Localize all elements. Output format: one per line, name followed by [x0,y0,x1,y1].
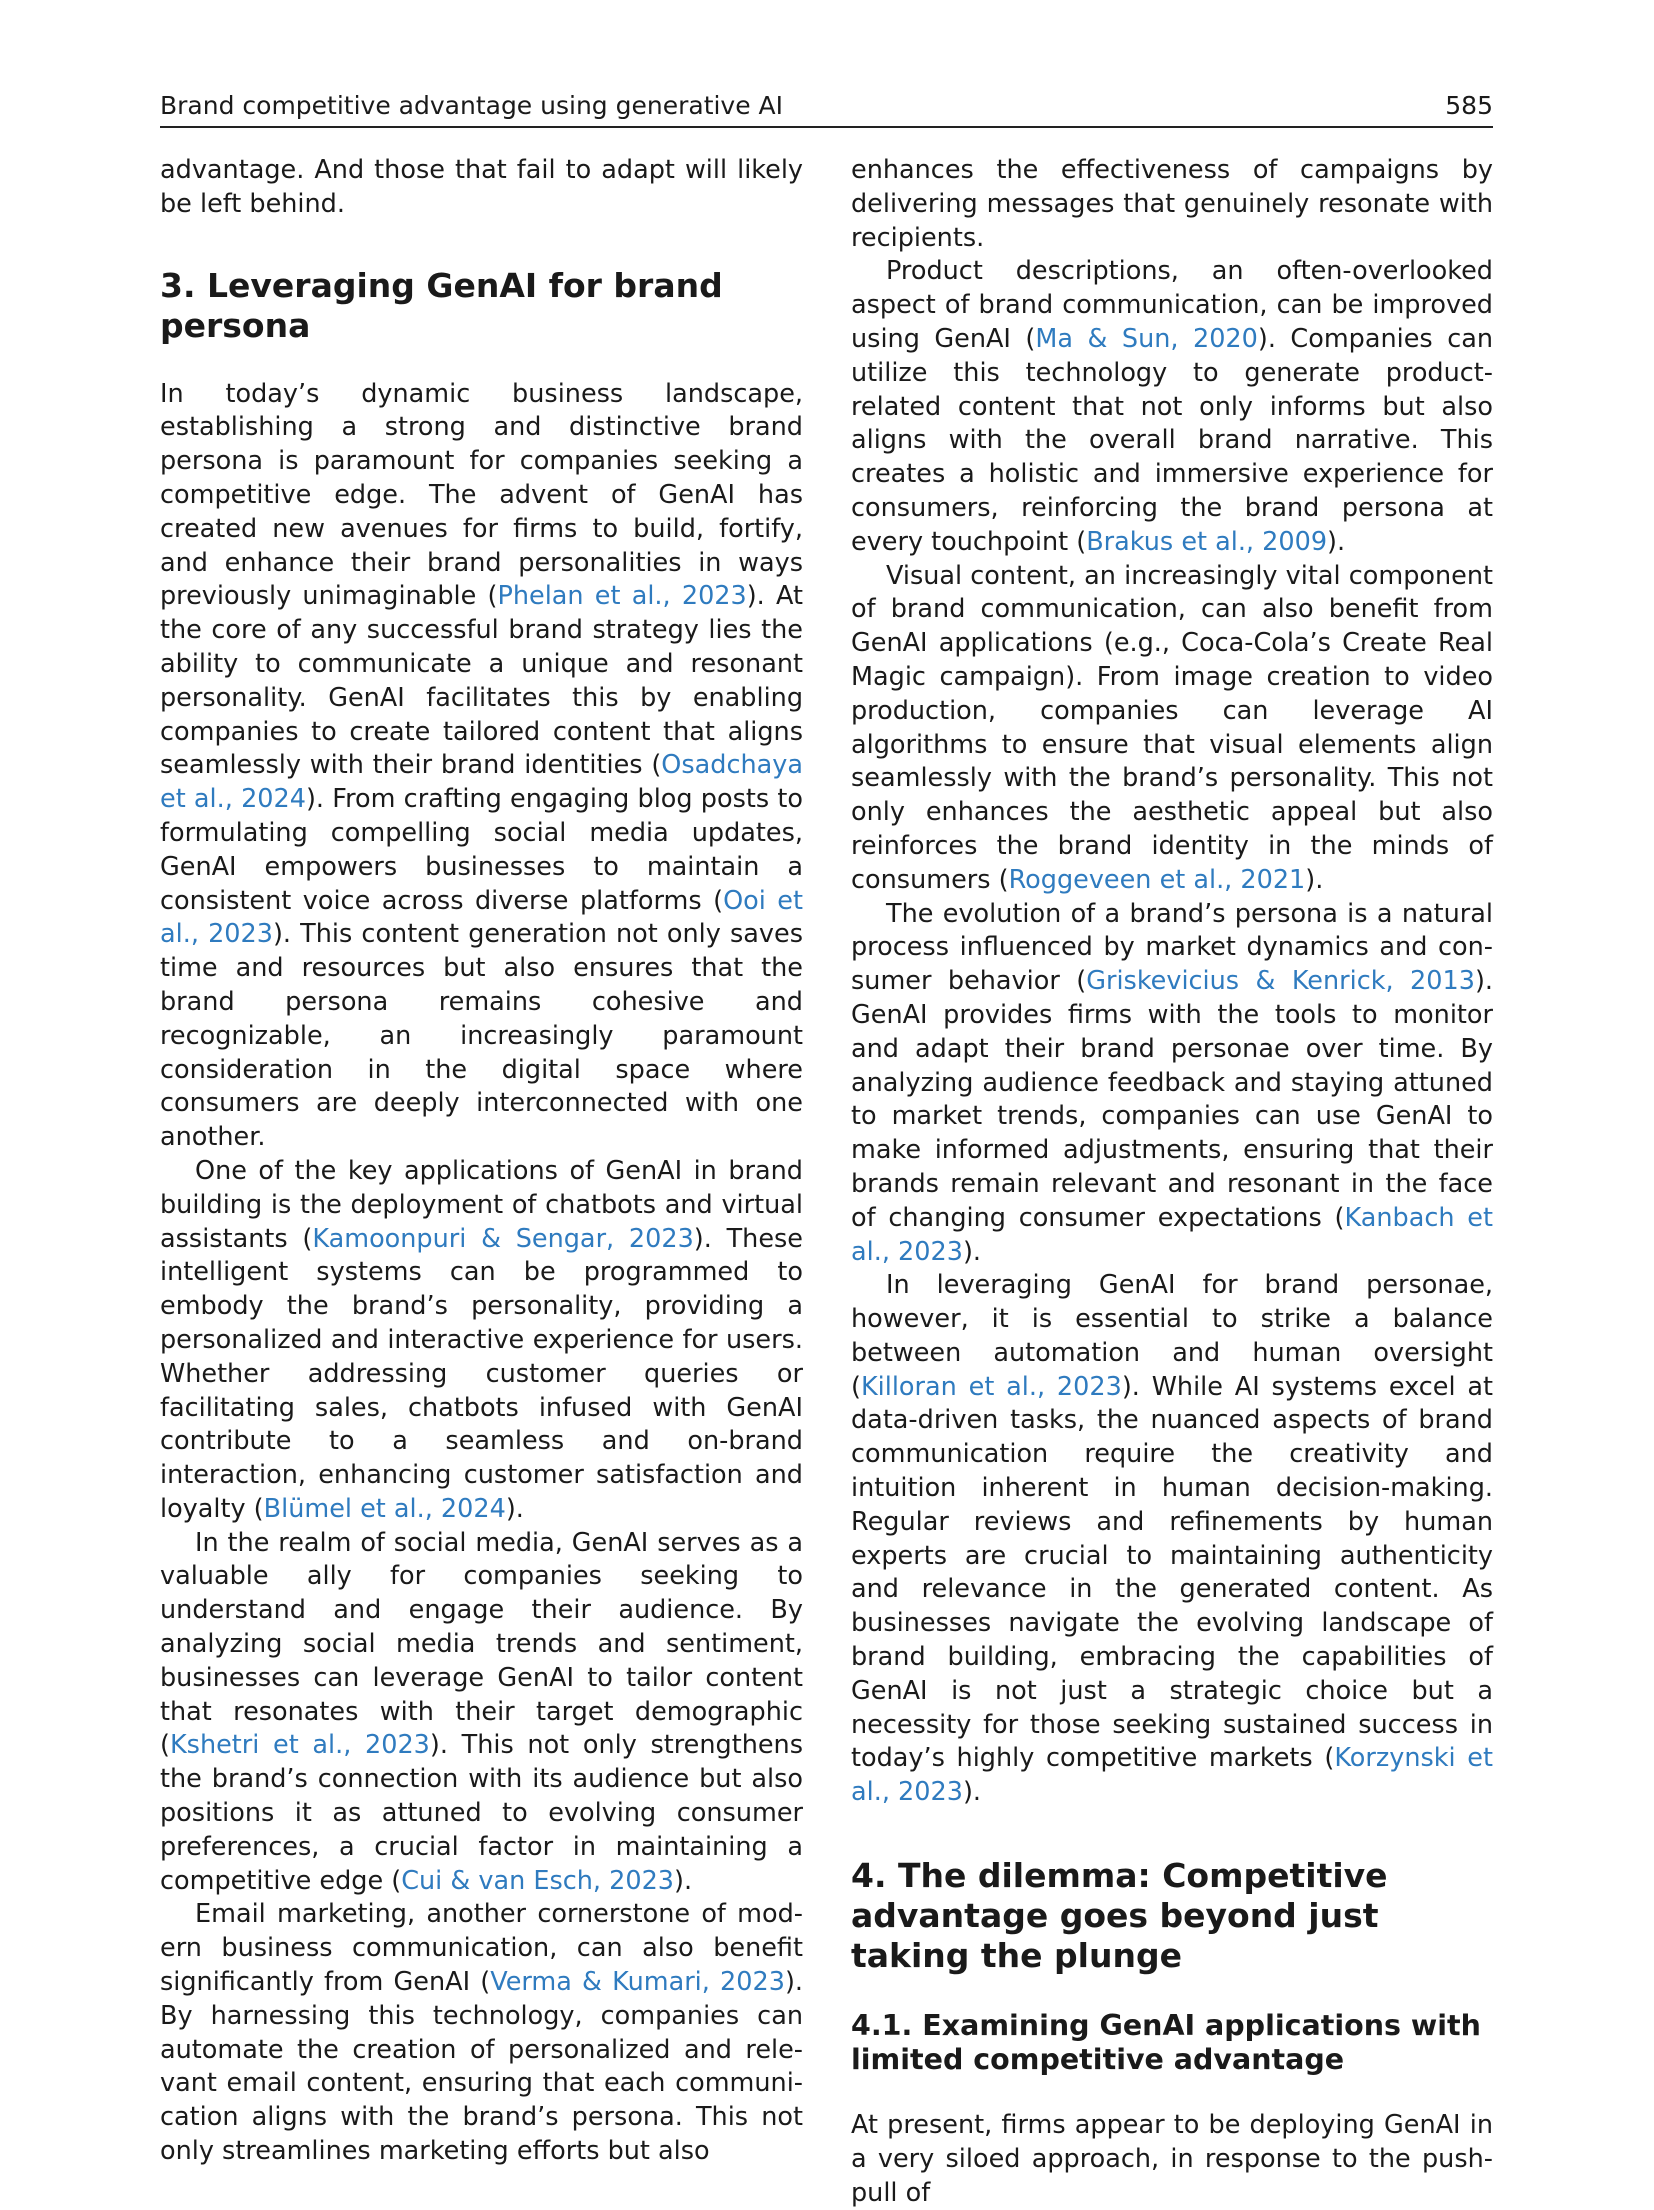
citation-link[interactable]: Brakus et al., 2009 [1086,526,1328,557]
citation-link[interactable]: Phelan et al., 2023 [497,581,747,612]
running-header [160,86,1493,128]
paragraph: Product descriptions, an often-overlooked aspect of brand communication, can be improved using GenAI (Ma & Sun, 2020). Companies can utilize this technology to generate product-related content that not only informs but also aligns with the overall brand narrative. This creates a holistic and immersive experience for consumers, reinforcing the brand persona at every touchpoint (Brakus et al., 2009). [851,256,1494,557]
citation-link[interactable]: Osadchaya et al., 2024 [160,750,803,815]
citation-link[interactable]: Roggeveen et al., 2021 [1008,864,1306,895]
page-number: 585 [1445,91,1493,120]
citation-link[interactable]: Griskevicius & Kenrick, 2013 [1086,966,1475,997]
left-column [160,154,803,2169]
citation-link[interactable]: Kamoonpuri & Sengar, 2023 [312,1223,694,1254]
citation-link[interactable]: Kanbach et al., 2023 [851,1202,1493,1267]
paragraph: In leveraging GenAI for brand personae, however, it is essential to strike a balance between automation and human oversight (Killoran et al., 2023). While AI systems excel at data-driven tasks, the nuanced aspects of brand communication require the creativity and intuition inherent in human decision-making. Regular reviews and refinements by human experts are crucial to maintaining authenticity and relevance in the generated content. As businesses navigate the evolving landscape of brand building, embracing the capabilities of GenAI is not just a strategic choice but a necessity for those seeking sustained success in today’s highly competitive markets (Korzynski et al., 2023). [851,1270,1494,1808]
right-column [851,154,1493,2210]
paragraph: Email marketing, another cornerstone of modern business communication, can also benefit significantly from GenAI (Verma & Kumari, 2023). By harnessing this technology, companies can automate the creation of personalized and relevant email content, ensuring that each communication aligns with the brand’s persona. This not only streamlines marketing efforts but also [160,1899,803,2167]
paragraph: At present, firms appear to be deploying GenAI in a very siloed approach, in response to the push-pull of [851,2110,1493,2208]
citation-link[interactable]: Blümel et al., 2024 [263,1493,506,1524]
paragraph: In the realm of social media, GenAI serves as a valuable ally for companies seeking to understand and engage their audience. By analyzing social media trends and sentiment, businesses can leverage GenAI to tailor content that resonates with their target demographic (Kshetri et al., 2023). This not only strengthens the brand’s connection with its audience but also positions it as attuned to evolving consumer preferences, a crucial factor in maintaining a competitive edge (Cui & van Esch, 2023). [160,1527,803,1896]
citation-link[interactable]: Korzynski et al., 2023 [851,1743,1493,1808]
paragraph: In today’s dynamic business landscape, establishing a strong and distinctive brand persona is paramount for companies seeking a competitive edge. The advent of GenAI has created new avenues for firms to build, fortify, and enhance their brand personalities in ways previously unimaginable (Phelan et al., 2023). At the core of any successful brand strategy lies the ability to communicate a unique and resonant personality. GenAI facilitates this by enabling companies to create tailored content that aligns seamlessly with their brand identities (Osadchaya et al., 2024). From crafting engaging blog posts to formulating compelling social media updates, GenAI empowers businesses to maintain a consistent voice across diverse platforms (Ooi et al., 2023). This content generation not only saves time and resources but also ensures that the brand persona remains cohesive and recognizable, an increasingly paramount consideration in the digital space where consumers are deeply interconnected with one another. [160,378,803,1153]
paragraph-continuation: advantage. And those that fail to adapt will likely be left behind. [160,155,803,219]
citation-link[interactable]: Kshetri et al., 2023 [169,1730,430,1761]
citation-link[interactable]: Ooi et al., 2023 [160,885,803,950]
paragraph-continuation: enhances the effectiveness of campaigns by delivering messages that genuinely resonate with recipients. [851,155,1493,253]
citation-link[interactable]: Killoran et al., 2023 [860,1371,1122,1402]
paragraph: One of the key applications of GenAI in brand building is the deployment of chatbots and virtual assistants (Kamoonpuri & Sengar, 2023). These intelligent systems can be programmed to embody the brand’s personality, providing a personalized and interactive experience for users. Whether addressing customer queries or facilitating sales, chatbots infused with GenAI contribute to a seamless and on-brand interaction, enhancing customer satisfaction and loyalty (Blümel et al., 2024). [160,1155,803,1524]
citation-link[interactable]: Cui & van Esch, 2023 [401,1865,675,1896]
citation-link[interactable]: Verma & Kumari, 2023 [490,1967,785,1998]
subsection-4-1-heading: 4.1. Examining GenAI applications with limited competitive advantage [851,2009,1481,2077]
paragraph: Visual content, an increasingly vital component of brand communication, can also benefit from GenAI applications (e.g., Coca-Cola’s Create Real Magic campaign). From image creation to video production, companies can leverage AI algorithms to ensure that visual elements align seamlessly with the brand’s personality. This not only enhances the aesthetic appeal but also reinforces the brand identity in the minds of consumers (Roggeveen et al., 2021). [851,560,1493,895]
section-4-heading: 4. The dilemma: Competitive advantage goes beyond just taking the plunge [851,1856,1388,1976]
paragraph: The evolution of a brand’s persona is a natural process influenced by market dynamics and consumer behavior (Griskevicius & Kenrick, 2013). GenAI provides firms with the tools to monitor and adapt their brand personae over time. By analyzing audience feedback and staying attuned to market trends, companies can use GenAI to make informed adjustments, ensuring that their brands remain relevant and resonant in the face of changing consumer expectations (Kanbach et al., 2023). [851,898,1493,1267]
section-3-heading: 3. Leveraging GenAI for brand persona [160,265,723,345]
running-title: Brand competitive advantage using generative AI [160,91,784,120]
citation-link[interactable]: Ma & Sun, 2020 [1035,323,1258,354]
